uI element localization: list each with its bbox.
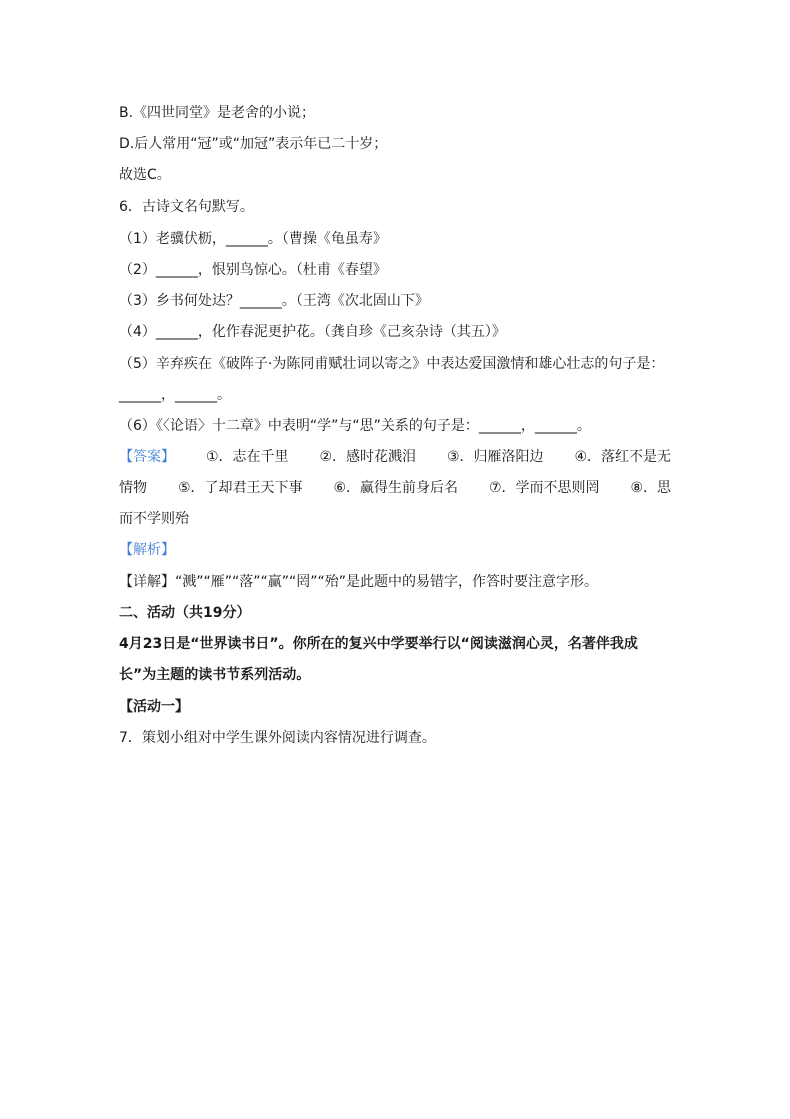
question-6-item-6: （6）《〈论语〉十二章》中表明“学”与“思”关系的句子是：______，______。 [119, 418, 591, 434]
answer-row-3: 而不学则殆 [119, 511, 189, 527]
activity-1-heading: 【活动一】 [119, 699, 189, 715]
question-6-item-5: （5）辛弃疾在《破阵子·为陈同甫赋壮词以寄之》中表达爱国激情和雄心壮志的句子是： [119, 356, 665, 372]
answer-row-1 [119, 447, 671, 467]
analysis-detail: 【详解】“溅”“雁”“落”“赢”“罔”“殆”是此题中的易错字，作答时要注意字形。 [119, 574, 599, 590]
section-2-heading: 二、活动（共19分） [119, 605, 251, 621]
answer-row-2 [119, 478, 671, 498]
question-6-item-2: （2）______，恨别鸟惊心。（杜甫《春望》 [119, 262, 387, 278]
analysis-label: 【解析】 [119, 542, 175, 558]
answer-item: ①．志在千里 [205, 449, 289, 465]
answer-item: ⑦．学而不思则罔 [488, 480, 600, 496]
answer-item: ④．落红不是无 [574, 449, 671, 465]
question-6-item-3: （3）乡书何处达？______。（王湾《次北固山下》 [119, 293, 429, 309]
question-6-item-1: （1）老骥伏枥，______。（曹操《龟虽寿》 [119, 231, 387, 247]
question-6-title: 6．古诗文名句默写。 [119, 199, 254, 215]
option-d-text: D.后人常用“冠”或“加冠”表示年已二十岁； [119, 136, 388, 152]
answer-label: 【答案】 [119, 449, 175, 465]
answer-item: 情物 [119, 480, 147, 496]
answer-item: ⑥．赢得生前身后名 [333, 480, 458, 496]
question-6-item-4: （4）______，化作春泥更护花。（龚自珍《己亥杂诗（其五）》 [119, 324, 506, 340]
answer-item: ②．感时花溅泪 [319, 449, 416, 465]
conclusion-text: 故选C。 [119, 167, 171, 183]
answer-item: ⑧．思 [630, 480, 671, 496]
question-7-text: 7．策划小组对中学生课外阅读内容情况进行调查。 [119, 730, 436, 746]
question-6-item-5-blanks: ______，______。 [119, 387, 231, 403]
section-2-intro: 4月23日是“世界读书日”。你所在的复兴中学要举行以“阅读滋润心灵，名著伴我成长”为主题的读书节系列活动。 [119, 636, 638, 683]
answer-item: ③．归雁洛阳边 [446, 449, 544, 465]
option-b-text: B.《四世同堂》是老舍的小说； [119, 105, 316, 121]
answer-item: ⑤．了却君王天下事 [177, 480, 303, 496]
